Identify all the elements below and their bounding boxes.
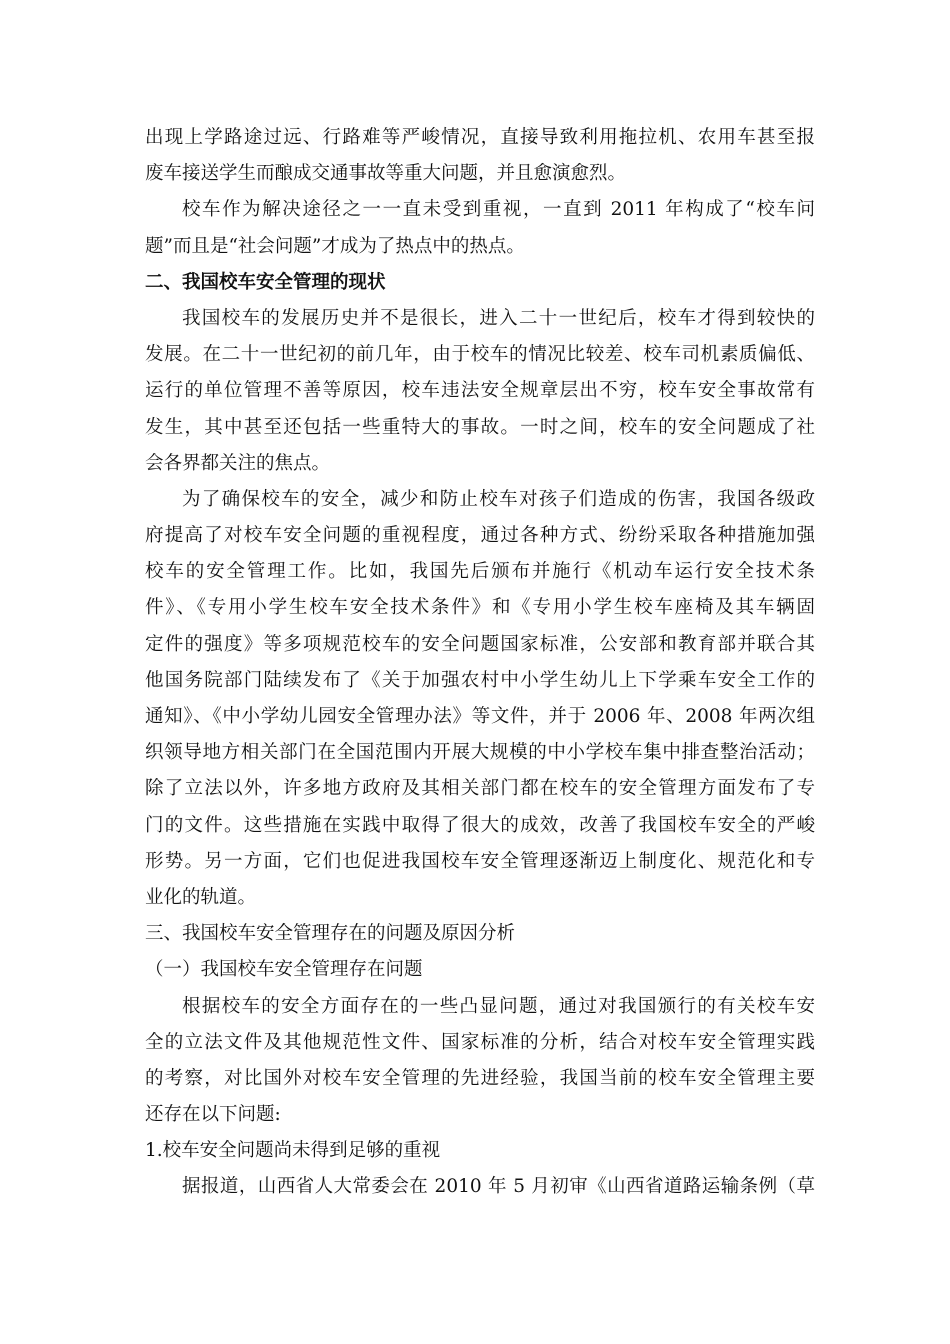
text-line: 通知》、《中小学幼儿园安全管理办法》等文件，并于 2006 年、2008 年两次组 xyxy=(145,706,815,727)
text-line: 的考察，对比国外对校车安全管理的先进经验，我国当前的校车安全管理主要 xyxy=(145,1067,815,1089)
section-heading: 二、我国校车安全管理的现状 xyxy=(145,271,386,293)
text-line: 根据校车的安全方面存在的一些凸显问题，通过对我国颁行的有关校车安 xyxy=(182,995,815,1017)
paragraph xyxy=(145,120,815,192)
document-body xyxy=(145,120,815,1206)
text-line: 据报道，山西省人大常委会在 2010 年 5 月初审《山西省道路运输条例（草 xyxy=(182,1176,815,1198)
text-line: 全的立法文件及其他规范性文件、国家标准的分析，结合对校车安全管理实践 xyxy=(145,1031,815,1053)
paragraph xyxy=(145,301,815,482)
text-line: 运行的单位管理不善等原因，校车违法安全规章层出不穷，校车安全事故常有 xyxy=(145,380,815,402)
text-line: 件》、《专用小学生校车安全技术条件》和《专用小学生校车座椅及其车辆固 xyxy=(145,597,815,619)
text-line: 织领导地方相关部门在全国范围内开展大规模的中小学校车集中排查整治活动； xyxy=(145,742,815,764)
item-heading: 1.校车安全问题尚未得到足够的重视 xyxy=(145,1140,441,1162)
section-heading: 三、我国校车安全管理存在的问题及原因分析 xyxy=(145,923,516,945)
paragraph xyxy=(145,989,815,1134)
text-line: 题”而且是“社会问题”才成为了热点中的热点。 xyxy=(145,235,525,257)
text-line: 除了立法以外，许多地方政府及其相关部门都在校车的安全管理方面发布了专 xyxy=(145,778,815,800)
paragraph xyxy=(145,1169,815,1205)
text-line: 校车的安全管理工作。比如，我国先后颁布并施行《机动车运行安全技术条 xyxy=(145,561,815,583)
text-line: 业化的轨道。 xyxy=(145,886,257,908)
text-line: 形势。另一方面，它们也促进我国校车安全管理逐渐迈上制度化、规范化和专 xyxy=(145,850,815,872)
text-line: 府提高了对校车安全问题的重视程度，通过各种方式、纷纷采取各种措施加强 xyxy=(145,525,815,547)
text-line: 出现上学路途过远、行路难等严峻情况，直接导致利用拖拉机、农用车甚至报 xyxy=(145,127,815,148)
text-line: 发展。在二十一世纪初的前几年，由于校车的情况比较差、校车司机素质偏低、 xyxy=(145,344,815,366)
subsection-heading: （一）我国校车安全管理存在问题 xyxy=(145,959,423,981)
text-line: 校车作为解决途径之一一直未受到重视，一直到 2011 年构成了“校车问 xyxy=(182,199,815,221)
text-line: 门的文件。这些措施在实践中取得了很大的成效，改善了我国校车安全的严峻 xyxy=(145,814,815,836)
text-line: 我国校车的发展历史并不是很长，进入二十一世纪后，校车才得到较快的 xyxy=(182,307,815,329)
text-line: 会各界都关注的焦点。 xyxy=(145,452,331,474)
text-line: 定件的强度》等多项规范校车的安全问题国家标准，公安部和教育部并联合其 xyxy=(145,633,815,655)
text-line: 还存在以下问题: xyxy=(145,1104,281,1126)
text-line: 为了确保校车的安全，减少和防止校车对孩子们造成的伤害，我国各级政 xyxy=(182,488,815,510)
text-line: 发生，其中甚至还包括一些重特大的事故。一时之间，校车的安全问题成了社 xyxy=(145,416,815,438)
paragraph xyxy=(145,192,815,264)
paragraph xyxy=(145,482,815,916)
text-line: 废车接送学生而酿成交通事故等重大问题，并且愈演愈烈。 xyxy=(145,163,627,185)
text-line: 他国务院部门陆续发布了《关于加强农村中小学生幼儿上下学乘车安全工作的 xyxy=(145,669,815,691)
